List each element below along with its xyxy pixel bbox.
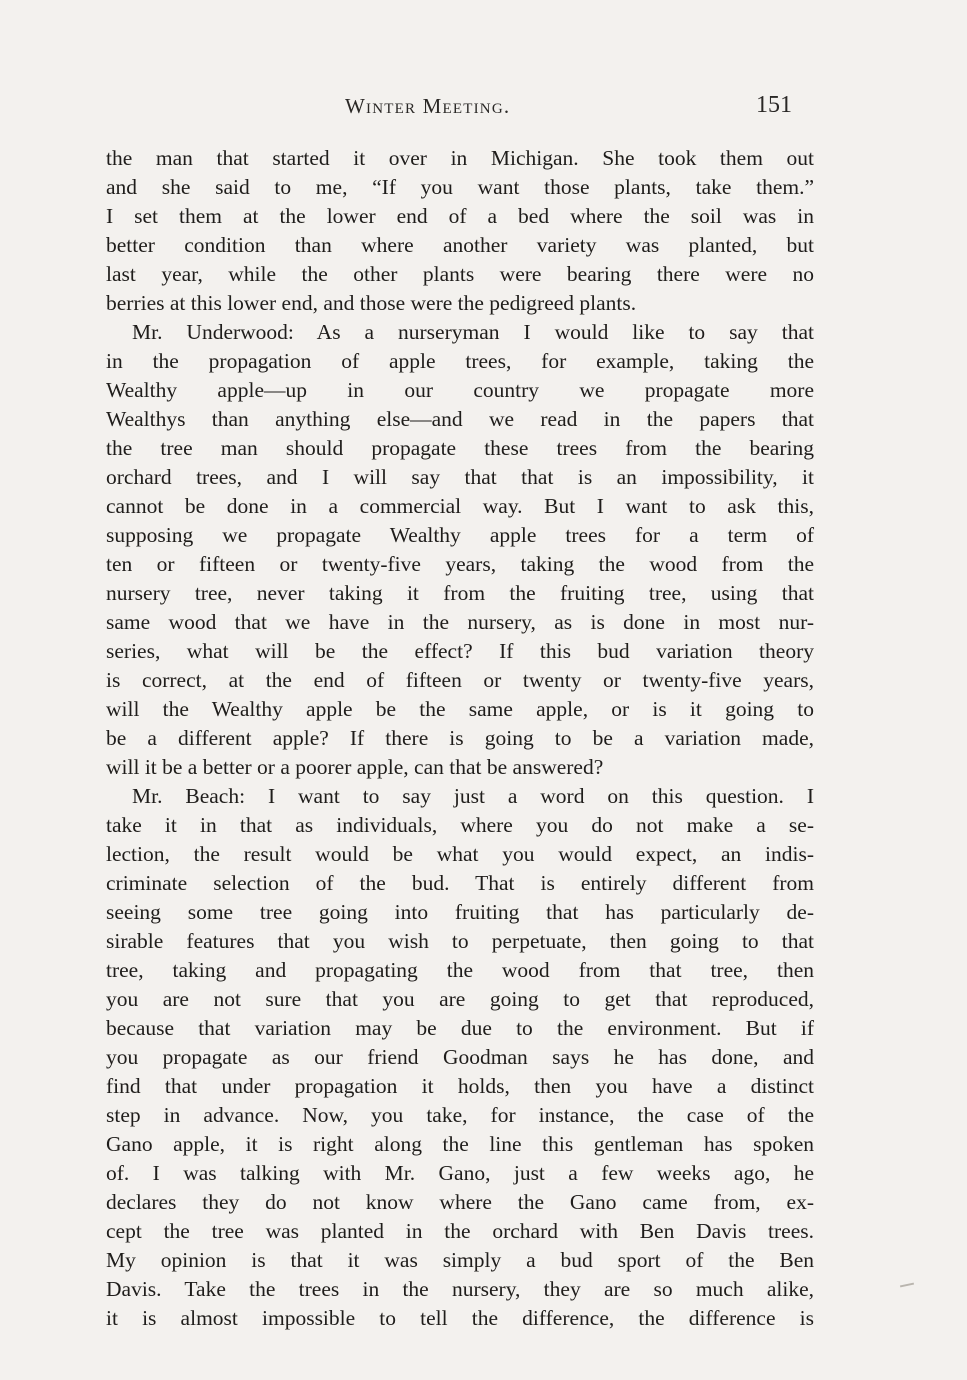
text-line: seeing some tree going into fruiting that has particularly de-	[106, 900, 814, 924]
text-line: be a different apple? If there is going to be a variation made,	[106, 726, 814, 750]
text-line: berries at this lower end, and those were the pedigreed plants.	[106, 291, 637, 315]
page-number: 151	[756, 92, 792, 118]
text-line: step in advance. Now, you take, for instance, the case of the	[106, 1103, 814, 1127]
text-line: cannot be done in a commercial way. But I want to ask this,	[106, 494, 814, 518]
text-line: you propagate as our friend Goodman says he has done, and	[106, 1045, 814, 1069]
text-line: Wealthys than anything else—and we read in the papers that	[106, 407, 814, 431]
text-line: same wood that we have in the nursery, as is done in most nur-	[106, 610, 814, 634]
text-line: take it in that as individuals, where you do not make a se-	[106, 813, 814, 837]
text-line: find that under propagation it holds, then you have a distinct	[106, 1074, 814, 1098]
running-head: Winter Meeting.	[345, 94, 511, 118]
text-line: declares they do not know where the Gano came from, ex-	[106, 1190, 814, 1214]
margin-mark	[900, 1283, 914, 1288]
text-line: better condition than where another variety was planted, but	[106, 233, 814, 257]
text-line: nursery tree, never taking it from the fruiting tree, using that	[106, 581, 814, 605]
text-line: in the propagation of apple trees, for example, taking the	[106, 349, 814, 373]
text-line: Gano apple, it is right along the line this gentleman has spoken	[106, 1132, 814, 1156]
text-line: orchard trees, and I will say that that is an impossibility, it	[106, 465, 814, 489]
text-line: the man that started it over in Michigan. She took them out	[106, 146, 814, 170]
text-line: series, what will be the effect? If this bud variation theory	[106, 639, 814, 663]
text-line: the tree man should propagate these trees from the bearing	[106, 436, 814, 460]
text-line: tree, taking and propagating the wood from that tree, then	[106, 958, 814, 982]
body-text	[106, 144, 814, 1333]
text-line: Wealthy apple—up in our country we propagate more	[106, 378, 814, 402]
text-line: will the Wealthy apple be the same apple, or is it going to	[106, 697, 814, 721]
page-header	[0, 92, 967, 132]
text-line: My opinion is that it was simply a bud sport of the Ben	[106, 1248, 814, 1272]
text-line: I set them at the lower end of a bed where the soil was in	[106, 204, 814, 228]
text-line: is correct, at the end of fifteen or twenty or twenty-five years,	[106, 668, 814, 692]
text-line: last year, while the other plants were bearing there were no	[106, 262, 814, 286]
text-line: ten or fifteen or twenty-five years, taking the wood from the	[106, 552, 814, 576]
text-line: you are not sure that you are going to get that reproduced,	[106, 987, 814, 1011]
text-line: will it be a better or a poorer apple, can that be answered?	[106, 755, 604, 779]
text-line: it is almost impossible to tell the difference, the difference is	[106, 1306, 814, 1330]
text-line: of. I was talking with Mr. Gano, just a few weeks ago, he	[106, 1161, 814, 1185]
text-line: sirable features that you wish to perpetuate, then going to that	[106, 929, 814, 953]
text-line: Mr. Beach: I want to say just a word on this question. I	[132, 784, 814, 808]
text-line: and she said to me, “If you want those plants, take them.”	[106, 175, 814, 199]
text-line: Mr. Underwood: As a nurseryman I would like to say that	[132, 320, 814, 344]
text-line: lection, the result would be what you would expect, an indis-	[106, 842, 814, 866]
text-line: because that variation may be due to the environment. But if	[106, 1016, 814, 1040]
text-line: criminate selection of the bud. That is entirely different from	[106, 871, 814, 895]
text-line: Davis. Take the trees in the nursery, they are so much alike,	[106, 1277, 814, 1301]
text-line: cept the tree was planted in the orchard with Ben Davis trees.	[106, 1219, 814, 1243]
text-line: supposing we propagate Wealthy apple trees for a term of	[106, 523, 814, 547]
